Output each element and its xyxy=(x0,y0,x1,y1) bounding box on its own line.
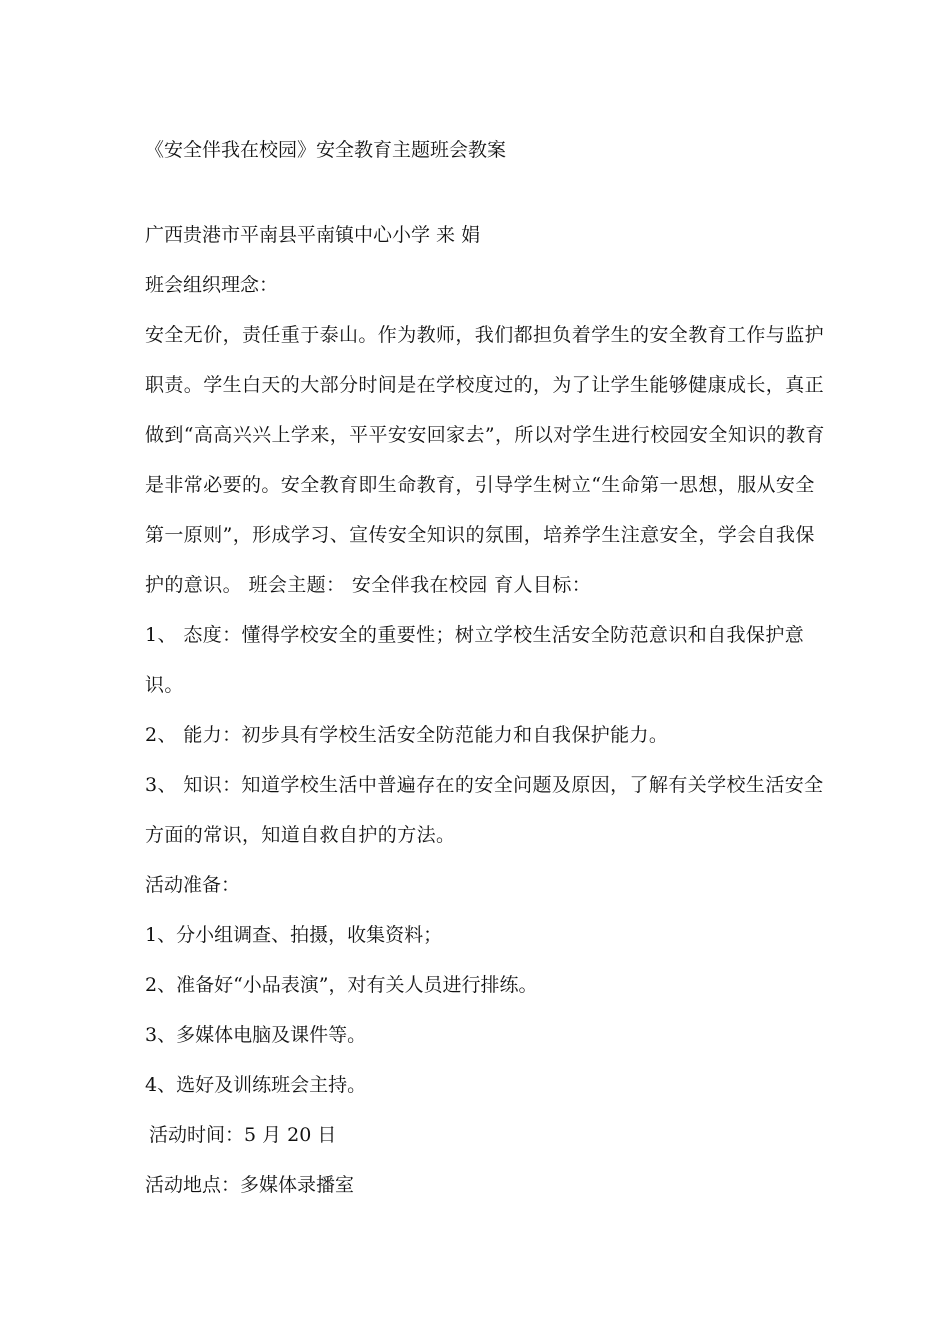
prep-heading: 活动准备： xyxy=(145,874,241,896)
goal-item-3: 3、 知识：知道学校生活中普遍存在的安全问题及原因，了解有关学校生活安全方面的常识，知道自救自护的方法。 xyxy=(145,774,824,846)
document-title: 《安全伴我在校园》安全教育主题班会教案 xyxy=(145,139,507,161)
prep-item-3: 3、多媒体电脑及课件等。 xyxy=(145,1024,367,1046)
concept-paragraph: 安全无价，责任重于泰山。作为教师，我们都担负着学生的安全教育工作与监护职责。学生白天的大部分时间是在学校度过的，为了让学生能够健康成长，真正做到“高高兴兴上学来，平平安安回家去”，所以对学生进行校园安全知识的教育是非常必要的。安全教育即生命教育，引导学生树立“生命第一思想，服从安全第一原则”，形成学习、宣传安全知识的氛围，培养学生注意安全，学会自我保护的意识。 班会主题： 安全伴我在校园 育人目标： xyxy=(145,324,825,596)
concept-heading: 班会组织理念： xyxy=(145,274,279,296)
prep-item-1: 1、分小组调查、拍摄，收集资料； xyxy=(145,924,443,946)
author-line: 广西贵港市平南县平南镇中心小学 来 娟 xyxy=(145,224,481,246)
goal-item-1: 1、 态度：懂得学校安全的重要性；树立学校生活安全防范意识和自我保护意识。 xyxy=(145,624,805,696)
activity-time: 活动时间：5 月 20 日 xyxy=(149,1124,337,1146)
activity-place: 活动地点：多媒体录播室 xyxy=(145,1174,355,1196)
document-body xyxy=(145,210,825,1210)
goal-item-2: 2、 能力：初步具有学校生活安全防范能力和自我保护能力。 xyxy=(145,724,669,746)
prep-item-4: 4、选好及训练班会主持。 xyxy=(145,1074,367,1096)
prep-item-2: 2、准备好“小品表演”，对有关人员进行排练。 xyxy=(145,974,538,996)
